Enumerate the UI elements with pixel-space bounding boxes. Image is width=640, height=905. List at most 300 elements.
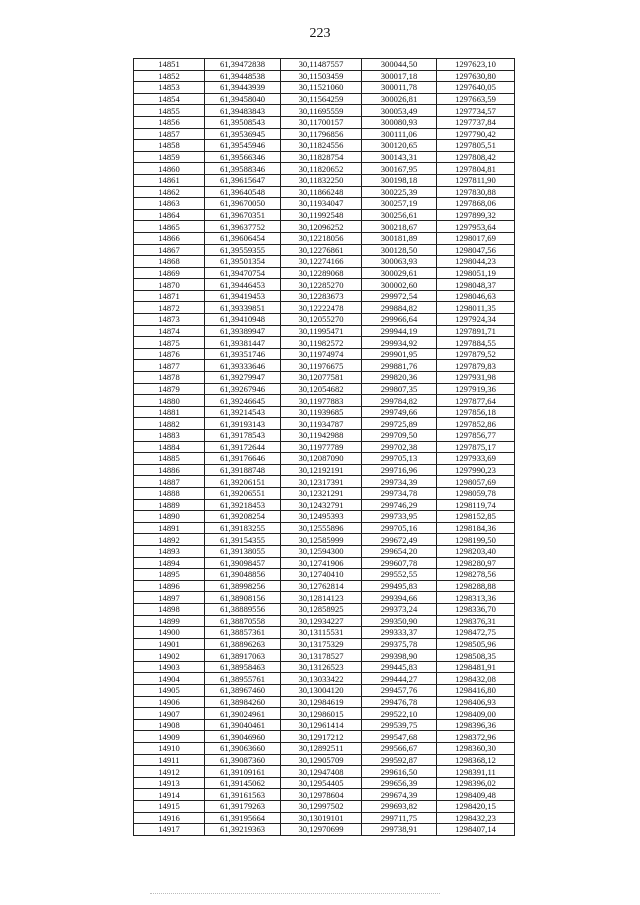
longitude-cell: 30,11934047 [281,198,362,210]
latitude-cell: 61,39154355 [205,534,281,546]
latitude-cell: 61,39172644 [205,441,281,453]
point-number-cell: 14881 [134,406,205,418]
x-coordinate-cell: 300198,18 [362,174,437,186]
y-coordinate-cell: 1298432,08 [437,673,515,685]
latitude-cell: 61,39446453 [205,279,281,291]
longitude-cell: 30,12905709 [281,754,362,766]
x-coordinate-cell: 300167,95 [362,163,437,175]
table-row [134,580,515,592]
latitude-cell: 61,39670050 [205,198,281,210]
table-row [134,824,515,836]
latitude-cell: 61,39109161 [205,766,281,778]
longitude-cell: 30,11828754 [281,151,362,163]
table-row [134,812,515,824]
point-number-cell: 14856 [134,116,205,128]
point-number-cell: 14854 [134,93,205,105]
table-row [134,82,515,94]
point-number-cell: 14876 [134,348,205,360]
y-coordinate-cell: 1298059,78 [437,487,515,499]
y-coordinate-cell: 1298017,69 [437,232,515,244]
latitude-cell: 61,39183255 [205,522,281,534]
x-coordinate-cell: 299654,20 [362,545,437,557]
y-coordinate-cell: 1297856,18 [437,406,515,418]
x-coordinate-cell: 299784,82 [362,395,437,407]
y-coordinate-cell: 1298420,15 [437,801,515,813]
y-coordinate-cell: 1297640,05 [437,82,515,94]
table-row [134,499,515,511]
latitude-cell: 61,39470754 [205,267,281,279]
point-number-cell: 14853 [134,82,205,94]
latitude-cell: 61,38958463 [205,661,281,673]
point-number-cell: 14872 [134,302,205,314]
x-coordinate-cell: 299375,78 [362,638,437,650]
point-number-cell: 14888 [134,487,205,499]
table-row [134,487,515,499]
point-number-cell: 14871 [134,290,205,302]
point-number-cell: 14915 [134,801,205,813]
latitude-cell: 61,38889556 [205,603,281,615]
latitude-cell: 61,38870558 [205,615,281,627]
y-coordinate-cell: 1298432,23 [437,812,515,824]
longitude-cell: 30,12585999 [281,534,362,546]
y-coordinate-cell: 1298203,40 [437,545,515,557]
table-row [134,719,515,731]
longitude-cell: 30,12077581 [281,372,362,384]
longitude-cell: 30,11695559 [281,105,362,117]
longitude-cell: 30,11992548 [281,209,362,221]
latitude-cell: 61,39640548 [205,186,281,198]
latitude-cell: 61,39508543 [205,116,281,128]
x-coordinate-cell: 299476,78 [362,696,437,708]
point-number-cell: 14895 [134,569,205,581]
point-number-cell: 14852 [134,70,205,82]
longitude-cell: 30,11977883 [281,395,362,407]
table-row [134,163,515,175]
point-number-cell: 14863 [134,198,205,210]
table-row [134,302,515,314]
latitude-cell: 61,39188748 [205,464,281,476]
point-number-cell: 14905 [134,685,205,697]
latitude-cell: 61,39472838 [205,59,281,71]
y-coordinate-cell: 1297737,84 [437,116,515,128]
point-number-cell: 14880 [134,395,205,407]
table-row [134,534,515,546]
x-coordinate-cell: 300181,89 [362,232,437,244]
latitude-cell: 61,39419453 [205,290,281,302]
y-coordinate-cell: 1298396,36 [437,719,515,731]
x-coordinate-cell: 299607,78 [362,557,437,569]
point-number-cell: 14861 [134,174,205,186]
longitude-cell: 30,12432791 [281,499,362,511]
x-coordinate-cell: 299716,96 [362,464,437,476]
longitude-cell: 30,11977789 [281,441,362,453]
table-row [134,673,515,685]
y-coordinate-cell: 1297663,59 [437,93,515,105]
longitude-cell: 30,12218056 [281,232,362,244]
point-number-cell: 14896 [134,580,205,592]
x-coordinate-cell: 299693,82 [362,801,437,813]
point-number-cell: 14899 [134,615,205,627]
x-coordinate-cell: 299445,83 [362,661,437,673]
y-coordinate-cell: 1298057,69 [437,476,515,488]
point-number-cell: 14892 [134,534,205,546]
x-coordinate-cell: 300011,78 [362,82,437,94]
longitude-cell: 30,11820652 [281,163,362,175]
table-row [134,186,515,198]
point-number-cell: 14883 [134,430,205,442]
longitude-cell: 30,13004120 [281,685,362,697]
y-coordinate-cell: 1298360,30 [437,743,515,755]
y-coordinate-cell: 1297856,77 [437,430,515,442]
longitude-cell: 30,12961414 [281,719,362,731]
longitude-cell: 30,11866248 [281,186,362,198]
y-coordinate-cell: 1297811,90 [437,174,515,186]
latitude-cell: 61,39443939 [205,82,281,94]
y-coordinate-cell: 1298011,35 [437,302,515,314]
longitude-cell: 30,12055270 [281,314,362,326]
table-row [134,128,515,140]
latitude-cell: 61,39218453 [205,499,281,511]
latitude-cell: 61,39193143 [205,418,281,430]
point-number-cell: 14862 [134,186,205,198]
x-coordinate-cell: 299566,67 [362,743,437,755]
table-row [134,116,515,128]
point-number-cell: 14889 [134,499,205,511]
longitude-cell: 30,11521060 [281,82,362,94]
longitude-cell: 30,11995471 [281,325,362,337]
longitude-cell: 30,12858925 [281,603,362,615]
x-coordinate-cell: 299705,13 [362,453,437,465]
latitude-cell: 61,38967460 [205,685,281,697]
y-coordinate-cell: 1298391,11 [437,766,515,778]
y-coordinate-cell: 1297868,06 [437,198,515,210]
table-row [134,267,515,279]
table-row [134,256,515,268]
x-coordinate-cell: 300111,06 [362,128,437,140]
latitude-cell: 61,39176646 [205,453,281,465]
y-coordinate-cell: 1298047,56 [437,244,515,256]
x-coordinate-cell: 299672,49 [362,534,437,546]
y-coordinate-cell: 1297790,42 [437,128,515,140]
longitude-cell: 30,13115531 [281,627,362,639]
y-coordinate-cell: 1298505,96 [437,638,515,650]
longitude-cell: 30,12594300 [281,545,362,557]
point-number-cell: 14913 [134,777,205,789]
latitude-cell: 61,39161563 [205,789,281,801]
table-row [134,441,515,453]
point-number-cell: 14907 [134,708,205,720]
longitude-cell: 30,12978604 [281,789,362,801]
x-coordinate-cell: 299333,37 [362,627,437,639]
y-coordinate-cell: 1298508,35 [437,650,515,662]
longitude-cell: 30,13019101 [281,812,362,824]
x-coordinate-cell: 299934,92 [362,337,437,349]
y-coordinate-cell: 1297924,34 [437,314,515,326]
point-number-cell: 14859 [134,151,205,163]
longitude-cell: 30,12222478 [281,302,362,314]
x-coordinate-cell: 299394,66 [362,592,437,604]
x-coordinate-cell: 300029,61 [362,267,437,279]
table-row [134,754,515,766]
table-row [134,93,515,105]
latitude-cell: 61,38908156 [205,592,281,604]
longitude-cell: 30,12289068 [281,267,362,279]
y-coordinate-cell: 1298409,48 [437,789,515,801]
x-coordinate-cell: 299552,55 [362,569,437,581]
point-number-cell: 14912 [134,766,205,778]
latitude-cell: 61,39606454 [205,232,281,244]
latitude-cell: 61,39138055 [205,545,281,557]
latitude-cell: 61,39024961 [205,708,281,720]
y-coordinate-cell: 1297879,83 [437,360,515,372]
y-coordinate-cell: 1298481,91 [437,661,515,673]
latitude-cell: 61,39098457 [205,557,281,569]
point-number-cell: 14875 [134,337,205,349]
longitude-cell: 30,12954405 [281,777,362,789]
table-row [134,372,515,384]
point-number-cell: 14914 [134,789,205,801]
table-row [134,383,515,395]
latitude-cell: 61,39208254 [205,511,281,523]
point-number-cell: 14866 [134,232,205,244]
x-coordinate-cell: 299738,91 [362,824,437,836]
longitude-cell: 30,12276861 [281,244,362,256]
y-coordinate-cell: 1297804,81 [437,163,515,175]
longitude-cell: 30,11982572 [281,337,362,349]
latitude-cell: 61,39087360 [205,754,281,766]
table-row [134,696,515,708]
point-number-cell: 14887 [134,476,205,488]
y-coordinate-cell: 1297879,52 [437,348,515,360]
y-coordinate-cell: 1298152,85 [437,511,515,523]
table-row [134,453,515,465]
latitude-cell: 61,38857361 [205,627,281,639]
latitude-cell: 61,39545946 [205,140,281,152]
latitude-cell: 61,39048856 [205,569,281,581]
table-row [134,314,515,326]
table-row [134,777,515,789]
longitude-cell: 30,11487557 [281,59,362,71]
point-number-cell: 14885 [134,453,205,465]
point-number-cell: 14916 [134,812,205,824]
y-coordinate-cell: 1297852,86 [437,418,515,430]
latitude-cell: 61,39410948 [205,314,281,326]
latitude-cell: 61,39206551 [205,487,281,499]
longitude-cell: 30,11942988 [281,430,362,442]
longitude-cell: 30,11824556 [281,140,362,152]
y-coordinate-cell: 1298368,12 [437,754,515,766]
point-number-cell: 14865 [134,221,205,233]
point-number-cell: 14858 [134,140,205,152]
longitude-cell: 30,12317391 [281,476,362,488]
longitude-cell: 30,11796856 [281,128,362,140]
latitude-cell: 61,39206151 [205,476,281,488]
point-number-cell: 14909 [134,731,205,743]
y-coordinate-cell: 1297630,80 [437,70,515,82]
latitude-cell: 61,39448538 [205,70,281,82]
x-coordinate-cell: 300225,39 [362,186,437,198]
longitude-cell: 30,12321291 [281,487,362,499]
point-number-cell: 14882 [134,418,205,430]
point-number-cell: 14879 [134,383,205,395]
x-coordinate-cell: 300002,60 [362,279,437,291]
x-coordinate-cell: 300218,67 [362,221,437,233]
point-number-cell: 14910 [134,743,205,755]
latitude-cell: 61,39195664 [205,812,281,824]
y-coordinate-cell: 1298199,50 [437,534,515,546]
point-number-cell: 14851 [134,59,205,71]
point-number-cell: 14868 [134,256,205,268]
x-coordinate-cell: 299733,95 [362,511,437,523]
table-row [134,209,515,221]
x-coordinate-cell: 299807,35 [362,383,437,395]
point-number-cell: 14855 [134,105,205,117]
longitude-cell: 30,11503459 [281,70,362,82]
table-row [134,511,515,523]
table-row [134,592,515,604]
x-coordinate-cell: 299734,39 [362,476,437,488]
x-coordinate-cell: 299884,82 [362,302,437,314]
longitude-cell: 30,13033422 [281,673,362,685]
x-coordinate-cell: 299734,78 [362,487,437,499]
point-number-cell: 14911 [134,754,205,766]
x-coordinate-cell: 300257,19 [362,198,437,210]
table-row [134,638,515,650]
longitude-cell: 30,12555896 [281,522,362,534]
longitude-cell: 30,11934787 [281,418,362,430]
x-coordinate-cell: 300256,61 [362,209,437,221]
latitude-cell: 61,39389947 [205,325,281,337]
y-coordinate-cell: 1298336,70 [437,603,515,615]
latitude-cell: 61,39279947 [205,372,281,384]
table-row [134,545,515,557]
x-coordinate-cell: 300120,65 [362,140,437,152]
longitude-cell: 30,12054682 [281,383,362,395]
x-coordinate-cell: 299398,90 [362,650,437,662]
longitude-cell: 30,12192191 [281,464,362,476]
table-row [134,430,515,442]
table-row [134,279,515,291]
latitude-cell: 61,39559355 [205,244,281,256]
y-coordinate-cell: 1297899,32 [437,209,515,221]
y-coordinate-cell: 1297919,36 [437,383,515,395]
point-number-cell: 14898 [134,603,205,615]
point-number-cell: 14893 [134,545,205,557]
point-number-cell: 14864 [134,209,205,221]
point-number-cell: 14906 [134,696,205,708]
longitude-cell: 30,11974974 [281,348,362,360]
table-row [134,627,515,639]
x-coordinate-cell: 300044,50 [362,59,437,71]
longitude-cell: 30,12970699 [281,824,362,836]
x-coordinate-cell: 300143,31 [362,151,437,163]
y-coordinate-cell: 1297891,71 [437,325,515,337]
longitude-cell: 30,12984619 [281,696,362,708]
y-coordinate-cell: 1297877,64 [437,395,515,407]
latitude-cell: 61,39566346 [205,151,281,163]
point-number-cell: 14917 [134,824,205,836]
table-row [134,325,515,337]
latitude-cell: 61,38998256 [205,580,281,592]
latitude-cell: 61,39063660 [205,743,281,755]
x-coordinate-cell: 300080,93 [362,116,437,128]
x-coordinate-cell: 299674,39 [362,789,437,801]
table-row [134,569,515,581]
point-number-cell: 14857 [134,128,205,140]
point-number-cell: 14897 [134,592,205,604]
y-coordinate-cell: 1298472,75 [437,627,515,639]
longitude-cell: 30,12285270 [281,279,362,291]
latitude-cell: 61,39501354 [205,256,281,268]
table-row [134,221,515,233]
y-coordinate-cell: 1297734,57 [437,105,515,117]
table-row [134,418,515,430]
y-coordinate-cell: 1298376,31 [437,615,515,627]
table-row [134,801,515,813]
y-coordinate-cell: 1298407,14 [437,824,515,836]
y-coordinate-cell: 1298048,37 [437,279,515,291]
y-coordinate-cell: 1297808,42 [437,151,515,163]
latitude-cell: 61,39536945 [205,128,281,140]
longitude-cell: 30,12495393 [281,511,362,523]
table-row [134,337,515,349]
y-coordinate-cell: 1298278,56 [437,569,515,581]
point-number-cell: 14900 [134,627,205,639]
longitude-cell: 30,12934227 [281,615,362,627]
x-coordinate-cell: 300063,93 [362,256,437,268]
longitude-cell: 30,11700157 [281,116,362,128]
latitude-cell: 61,39145062 [205,777,281,789]
x-coordinate-cell: 299725,89 [362,418,437,430]
table-row [134,708,515,720]
table-row [134,174,515,186]
table-row [134,140,515,152]
point-number-cell: 14894 [134,557,205,569]
x-coordinate-cell: 299702,38 [362,441,437,453]
y-coordinate-cell: 1298119,74 [437,499,515,511]
x-coordinate-cell: 299966,64 [362,314,437,326]
x-coordinate-cell: 299820,36 [362,372,437,384]
table-row [134,464,515,476]
x-coordinate-cell: 299495,83 [362,580,437,592]
y-coordinate-cell: 1298372,96 [437,731,515,743]
x-coordinate-cell: 299901,95 [362,348,437,360]
y-coordinate-cell: 1297990,23 [437,464,515,476]
x-coordinate-cell: 299444,27 [362,673,437,685]
latitude-cell: 61,38917063 [205,650,281,662]
longitude-cell: 30,12087090 [281,453,362,465]
longitude-cell: 30,12947408 [281,766,362,778]
x-coordinate-cell: 299972,54 [362,290,437,302]
longitude-cell: 30,12997502 [281,801,362,813]
y-coordinate-cell: 1297830,88 [437,186,515,198]
y-coordinate-cell: 1298184,36 [437,522,515,534]
y-coordinate-cell: 1298416,80 [437,685,515,697]
x-coordinate-cell: 299711,75 [362,812,437,824]
page-number: 223 [309,26,331,41]
latitude-cell: 61,39615647 [205,174,281,186]
longitude-cell: 30,13178527 [281,650,362,662]
longitude-cell: 30,12814123 [281,592,362,604]
table-row [134,476,515,488]
y-coordinate-cell: 1298406,93 [437,696,515,708]
table-row [134,743,515,755]
y-coordinate-cell: 1298409,00 [437,708,515,720]
latitude-cell: 61,39040461 [205,719,281,731]
table-row [134,70,515,82]
y-coordinate-cell: 1297933,69 [437,453,515,465]
x-coordinate-cell: 300017,18 [362,70,437,82]
